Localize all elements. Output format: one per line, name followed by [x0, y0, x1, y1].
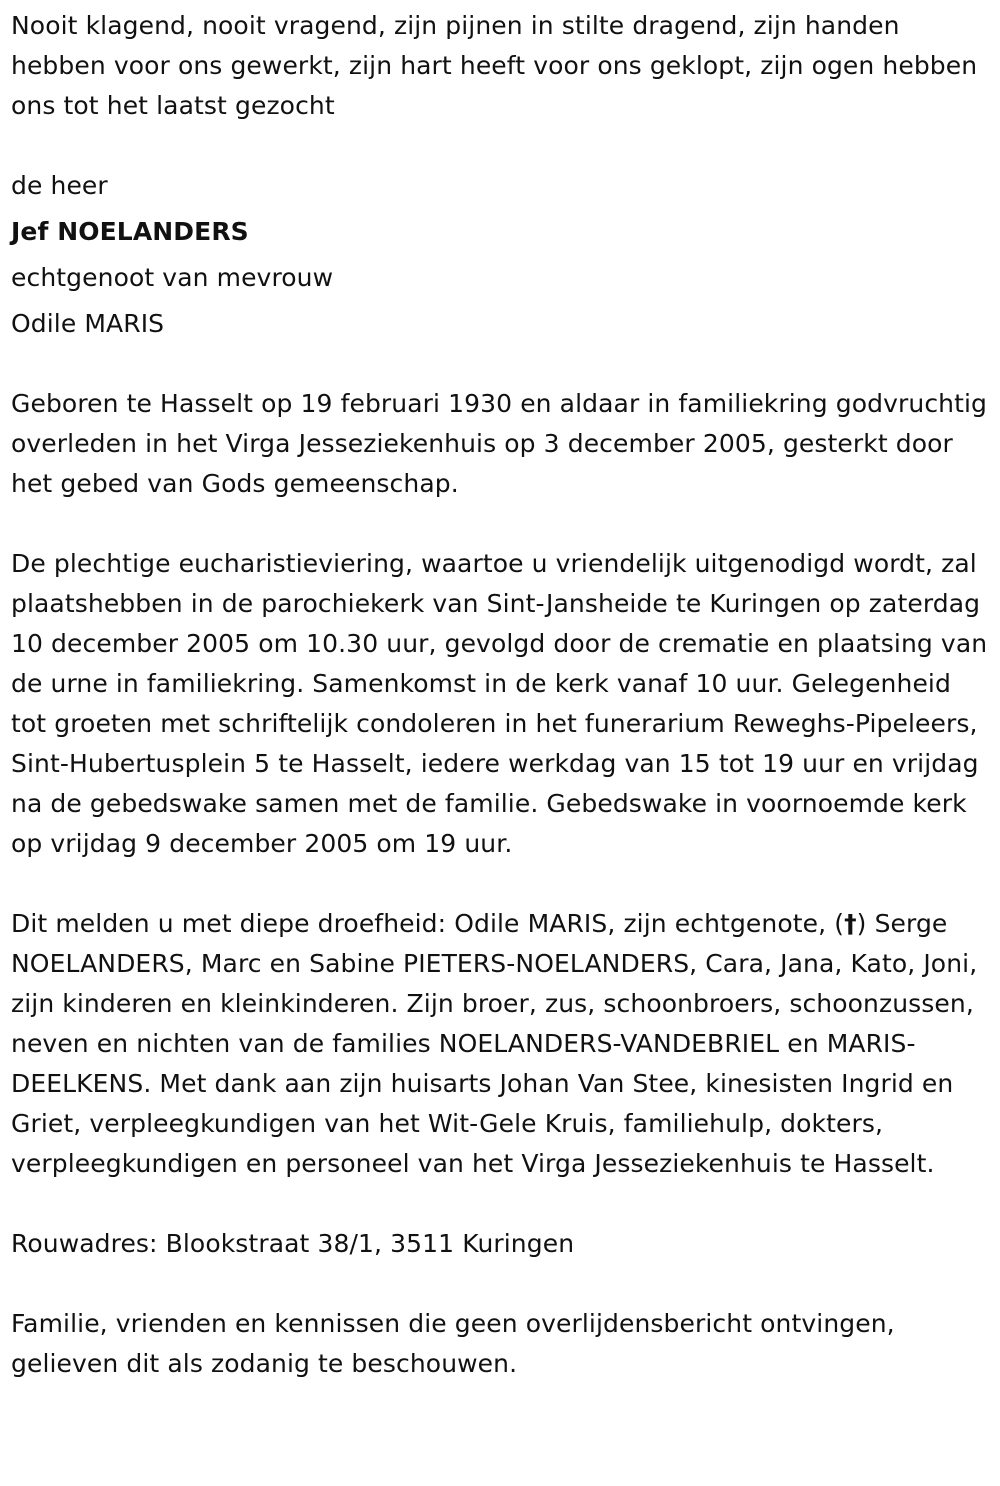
ceremony-paragraph: De plechtige eucharistieviering, waartoe u vriendelijk uitgenodigd wordt, zal plaatshebben in de parochiekerk van Sint-Jansheide te Kuringen op zaterdag 10 december 2005 om 10.30 uur, gevolgd door de crematie en plaatsing van de urne in familiekring. Samenkomst in de kerk vanaf 10 uur. Gelegenheid tot groeten met schriftelijk condoleren in het funerarium Reweghs-Pipeleers, Sint-Hubertusplein 5 te Hasselt, iedere werkdag van 15 tot 19 uur en vrijdag na de gebedswake samen met de familie. Gebedswake in voornoemde kerk op vrijdag 9 december 2005 om 19 uur.: [11, 549, 988, 858]
spouse-name: Odile MARIS: [11, 309, 165, 338]
mourners-paragraph: [11, 904, 988, 1184]
mourning-address: Rouwadres: Blookstraat 38/1, 3511 Kuringen: [11, 1229, 575, 1258]
salutation: de heer: [11, 171, 108, 200]
deceased-name: Jef NOELANDERS: [11, 217, 249, 246]
paragraph-gap: [11, 1264, 988, 1304]
paragraph-gap: [11, 126, 988, 166]
paragraph-gap: [11, 864, 988, 904]
paragraph-gap: [11, 1184, 988, 1224]
spouse-prefix: echtgenoot van mevrouw: [11, 263, 334, 292]
mourners-rest: ) Serge NOELANDERS, Marc en Sabine PIETERS-NOELANDERS, Cara, Jana, Kato, Joni, zijn kinderen en kleinkinderen. Zijn broer, zus, schoonbroers, schoonzussen, neven en nichten van de families NOELANDERS-VANDEBRIEL en MARIS-DEELKENS. Met dank aan zijn huisarts Johan Van Stee, kinesisten Ingrid en Griet, verpleegkundigen van het Wit-Gele Kruis, familiehulp, dokters, verpleegkundigen en personeel van het Virga Jesseziekenhuis te Hasselt.: [11, 909, 978, 1178]
closing-note: Familie, vrienden en kennissen die geen overlijdensbericht ontvingen, gelieven dit als zodanig te beschouwen.: [11, 1309, 895, 1378]
paragraph-gap: [11, 344, 988, 384]
birth-death-paragraph: Geboren te Hasselt op 19 februari 1930 en aldaar in familiekring godvruchtig overleden in het Virga Jesseziekenhuis op 3 december 2005, gesterkt door het gebed van Gods gemeenschap.: [11, 389, 988, 498]
paragraph-gap: [11, 504, 988, 544]
memorial-poem: Nooit klagend, nooit vragend, zijn pijnen in stilte dragend, zijn handen hebben voor ons gewerkt, zijn hart heeft voor ons geklopt, zijn ogen hebben ons tot het laatst gezocht: [11, 11, 978, 120]
cross-icon: †: [844, 909, 857, 938]
mourners-intro: Dit melden u met diepe droefheid: Odile MARIS, zijn echtgenote, (: [11, 909, 845, 938]
